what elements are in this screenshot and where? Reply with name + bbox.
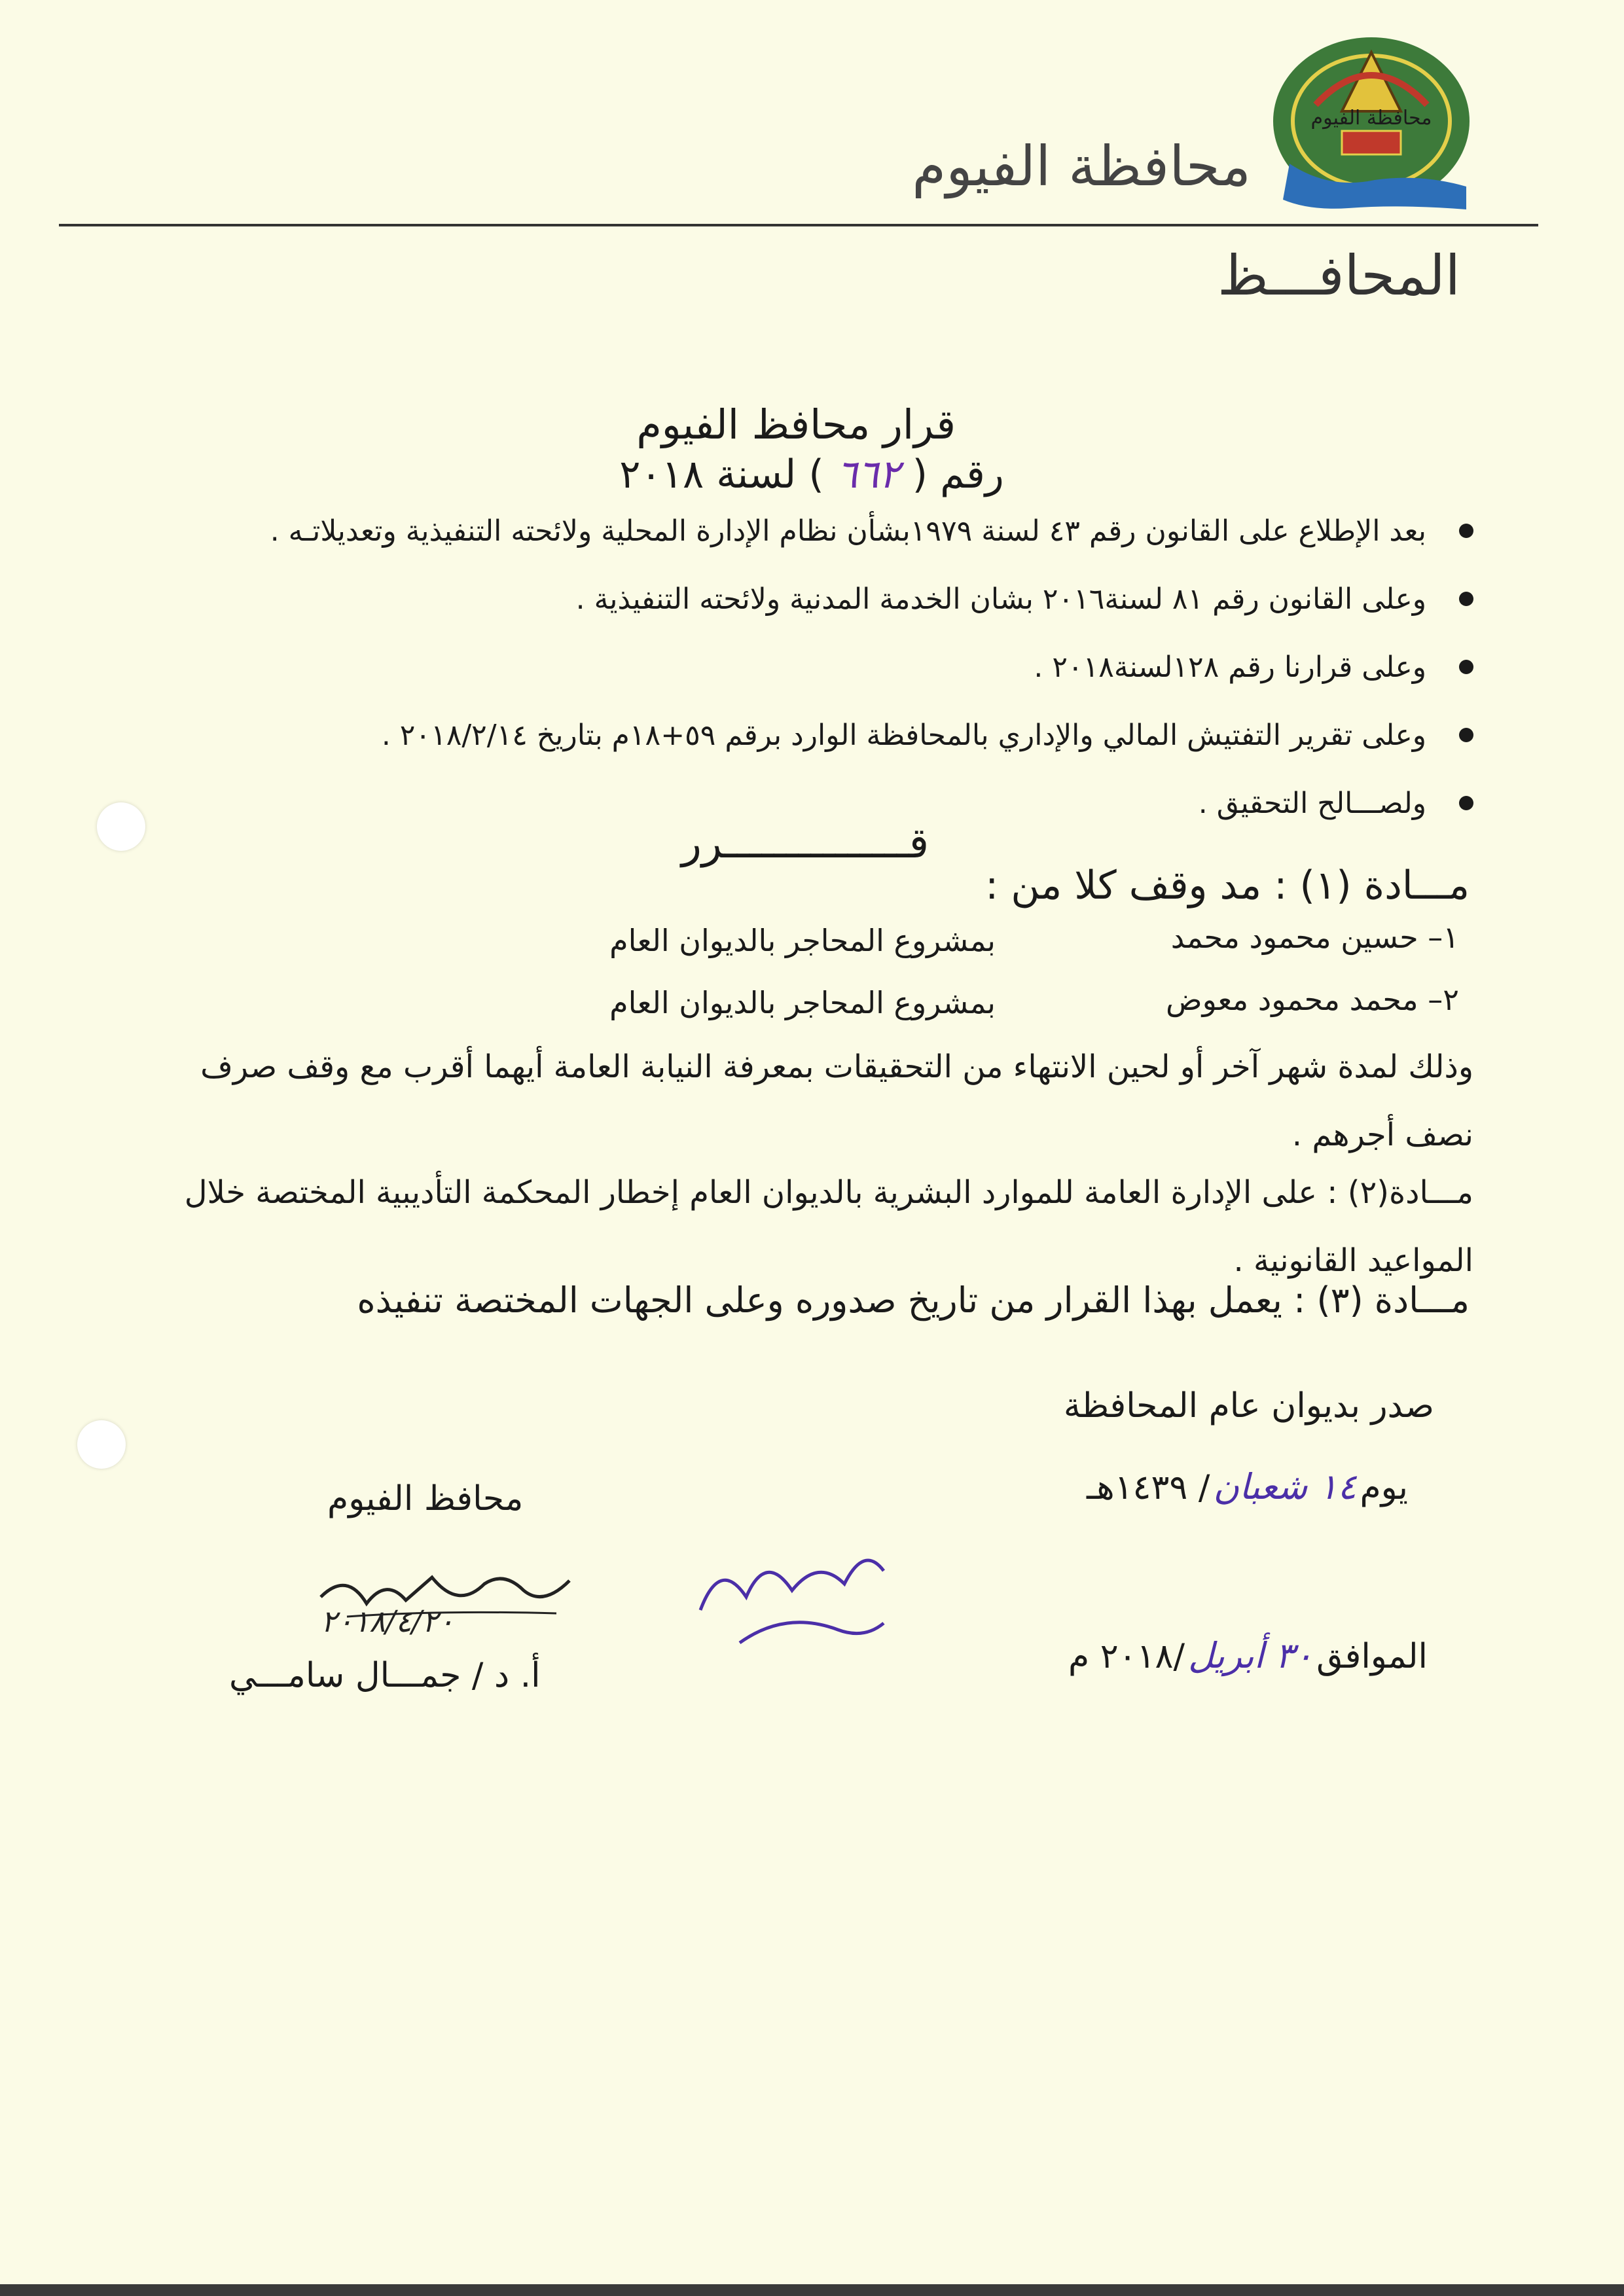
gregorian-label: الموافق xyxy=(1316,1637,1428,1676)
bullet-icon xyxy=(1459,592,1473,606)
hijri-year: / ١٤٣٩هـ xyxy=(1086,1468,1210,1507)
hijri-handwritten: ١٤ شعبان xyxy=(1213,1466,1357,1507)
office-title: المحافـــظ xyxy=(1217,243,1460,308)
article-1-body: وذلك لمدة شهر آخر أو لحين الانتهاء من التحقيقات بمعرفة النيابة العامة أيهما أقرب مع وقف صرف نصف أجرهم . xyxy=(200,1049,1473,1153)
signature-date: ٢٠١٨/٤/٢٠ xyxy=(321,1604,454,1639)
emblem-text: محافظة الفيوم xyxy=(1310,107,1432,130)
premise-item: ولصـــالح التحقيق . xyxy=(99,770,1473,838)
premise-item: وعلى القانون رقم ٨١ لسنة٢٠١٦ بشان الخدمة المدنية ولائحته التنفيذية . xyxy=(99,565,1473,634)
governor-title: محافظ الفيوم xyxy=(327,1479,524,1518)
article-2-body: مـــادة(٢) : على الإدارة العامة للموارد البشرية بالديوان العام إخطار المحكمة التأديبية المختصة خلال المواعيد القانونية . xyxy=(184,1174,1473,1279)
bullet-icon xyxy=(1459,728,1473,742)
bullet-icon xyxy=(1459,660,1473,674)
person-2-place: بمشروع المحاجر بالديوان العام xyxy=(609,985,996,1020)
premise-item: بعد الإطلاع على القانون رقم ٤٣ لسنة ١٩٧٩بشأن نظام الإدارة المحلية ولائحته التنفيذية وتعديلاتـه . xyxy=(99,497,1473,565)
gregorian-year: /٢٠١٨ م xyxy=(1068,1637,1185,1676)
governorate-name: محافظة الفيوم xyxy=(912,134,1251,198)
day-label: يوم xyxy=(1360,1468,1408,1507)
punch-hole xyxy=(97,802,145,851)
number-prefix: رقم ( xyxy=(912,452,1004,497)
bullet-icon xyxy=(1459,796,1473,810)
governor-name: أ. د / جمـــال سامـــي xyxy=(229,1656,541,1695)
article-1-heading: مـــادة (١) : مد وقف كلا من : xyxy=(985,863,1470,908)
punch-hole xyxy=(77,1420,126,1469)
decided-heading: قـــــــــــــــرر xyxy=(681,819,929,868)
hijri-date xyxy=(1087,1466,1408,1507)
decision-number xyxy=(589,452,1034,497)
gregorian-handwritten: ٣٠ أبريل xyxy=(1188,1635,1314,1676)
person-1-name: ١– حسين محمود محمد xyxy=(1170,920,1459,955)
gregorian-date xyxy=(1068,1635,1428,1676)
header-divider xyxy=(59,224,1538,226)
number-suffix: ) لسنة ٢٠١٨ xyxy=(619,452,824,497)
bullet-icon xyxy=(1459,524,1473,538)
premises-list xyxy=(99,497,1473,838)
article-3-body: مـــادة (٣) : يعمل بهذا القرار من تاريخ صدوره وعلى الجهات المختصة تنفيذه xyxy=(357,1280,1470,1321)
issued-at: صدر بديوان عام المحافظة xyxy=(1063,1386,1434,1426)
person-1-place: بمشروع المحاجر بالديوان العام xyxy=(609,923,996,958)
premise-item: وعلى تقرير التفتيش المالي والإداري بالمحافظة الوارد برقم ٥٩+١٨م بتاريخ ٢٠١٨/٢/١٤ . xyxy=(99,702,1473,770)
scan-edge xyxy=(0,2284,1624,2296)
approval-signature xyxy=(687,1532,897,1656)
premise-item: وعلى قرارنا رقم ١٢٨لسنة٢٠١٨ . xyxy=(99,634,1473,702)
decision-title: قرار محافظ الفيوم xyxy=(636,401,956,448)
handwritten-number: ٦٦٢ xyxy=(836,452,900,497)
governorate-emblem xyxy=(1270,33,1473,216)
person-2-name: ٢– محمد محمود معوض xyxy=(1165,982,1459,1017)
